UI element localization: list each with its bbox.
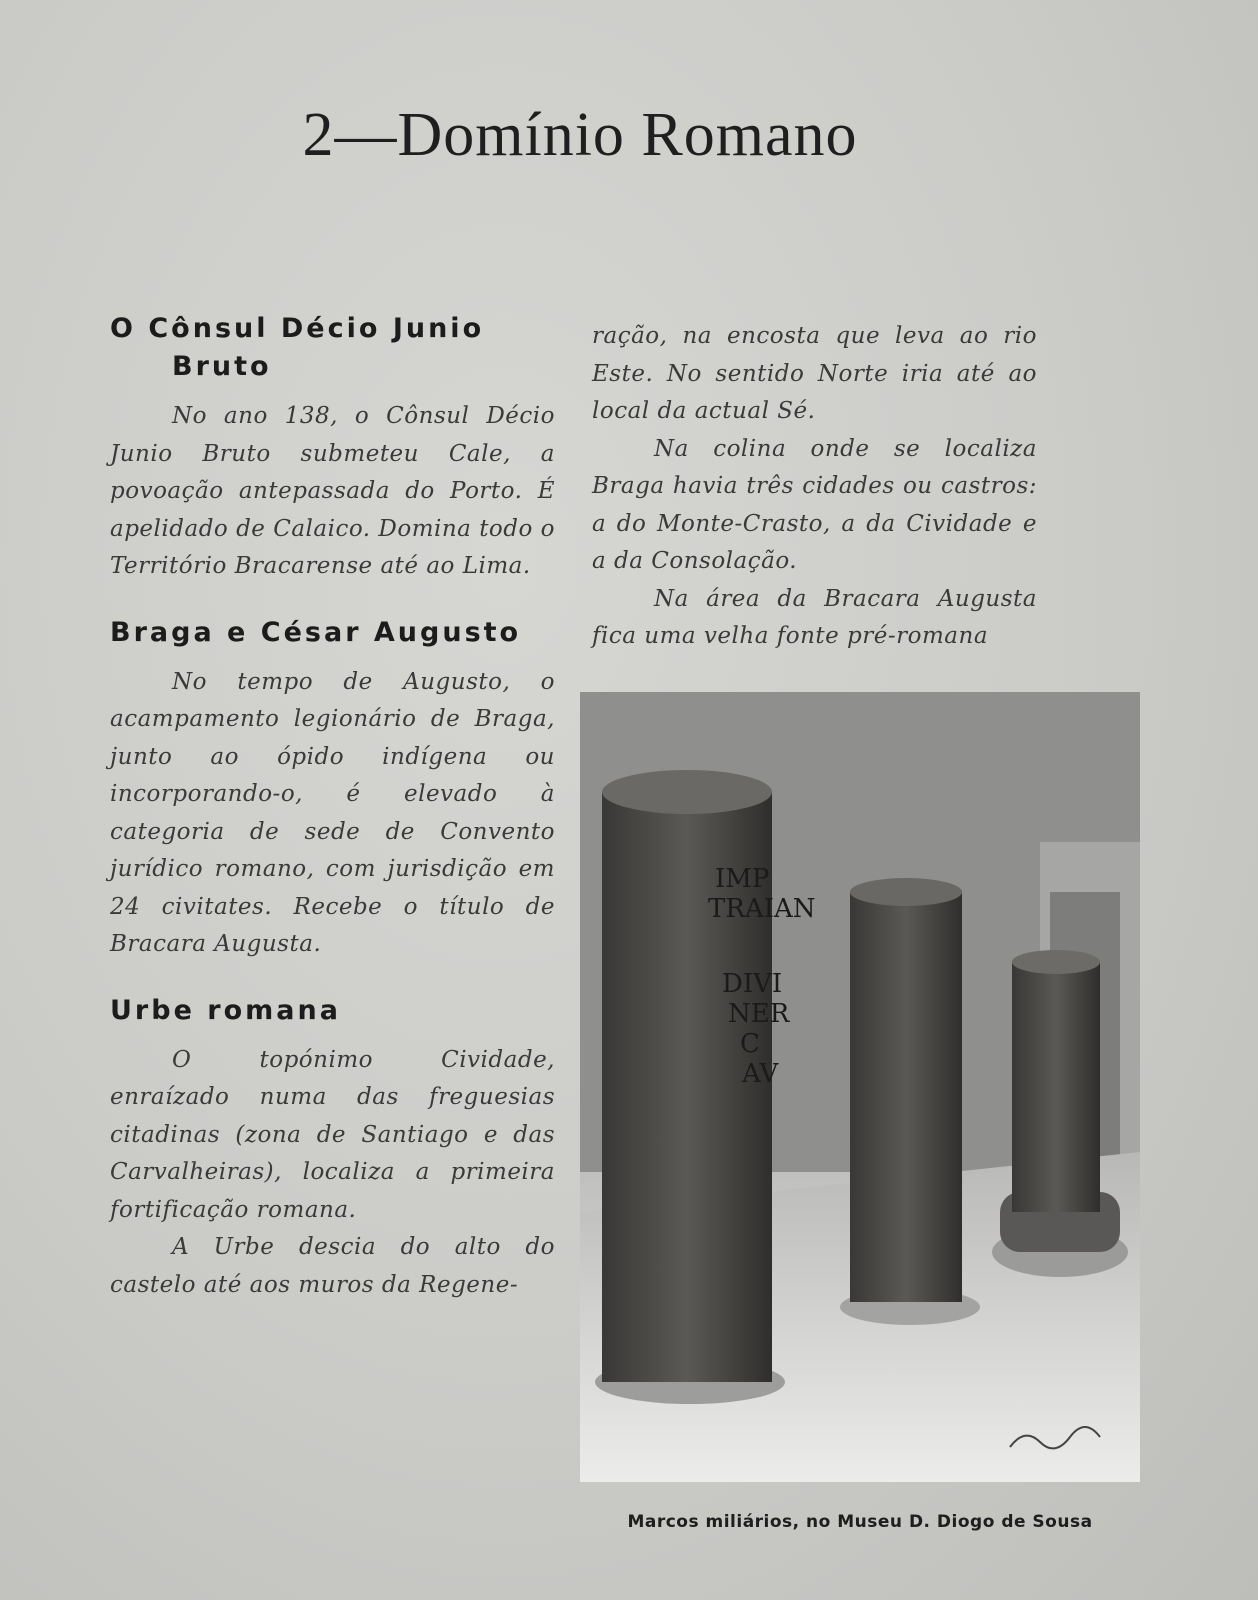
section-body: No ano 138, o Cônsul Décio Junio Bruto submeteu Cale, a povoação antepassada do Porto. É apelidado de Calaico. Domina todo o Território Bracarense até ao Lima. <box>110 403 556 579</box>
section-body: No tempo de Augusto, o acampamento legionário de Braga, junto ao ópido indígena ou incorporando-o, é elevado à categoria de sede de Convento jurídico romano, com jurisdição em 24 civitates. Recebe o título de Bracara Augusta. <box>110 668 555 957</box>
section-urbe-romana <box>110 992 555 1305</box>
paragraph-continuation: ração, na encosta que leva ao rio Este. No sentido Norte iria até ao local da actual Sé. <box>592 323 1037 424</box>
svg-text:TRAIAN: TRAIAN <box>708 894 816 924</box>
svg-text:IMP: IMP <box>715 864 770 894</box>
section-heading: Urbe romana <box>110 994 341 1026</box>
section-braga-augusto <box>110 614 555 964</box>
svg-text:C: C <box>740 1029 760 1059</box>
column-2 <box>850 892 962 1302</box>
section-heading: O Cônsul Décio Junio Bruto <box>110 313 485 382</box>
svg-text:NER: NER <box>728 999 790 1029</box>
section-body: O topónimo Cividade, enraízado numa das freguesias citadinas (zona de Santiago e das Carvalheiras), localiza a primeira fortificação romana. <box>110 1046 555 1223</box>
paragraph-castros: Na colina onde se localiza Braga havia três cidades ou castros: a do Monte-Crasto, a da Cividade e a da Consolação. <box>592 435 1037 574</box>
svg-text:DIVI: DIVI <box>722 969 783 999</box>
paragraph-fonte: Na área da Bracara Augusta fica uma velha fonte pré-romana <box>592 585 1037 649</box>
section-heading: Braga e César Augusto <box>110 616 522 648</box>
right-column <box>592 318 1037 656</box>
svg-text:AV: AV <box>742 1059 779 1089</box>
section-body-continued: A Urbe descia do alto do castelo até aos muros da Regene- <box>110 1234 555 1298</box>
left-column <box>110 310 555 1332</box>
section-consul <box>110 310 555 586</box>
milestones-illustration <box>580 692 1140 1482</box>
chapter-title: 2—Domínio Romano <box>302 101 858 169</box>
milestones-photo <box>580 692 1140 1482</box>
photo-caption: Marcos miliários, no Museu D. Diogo de Sousa <box>627 1512 1093 1532</box>
column-3 <box>1012 962 1100 1212</box>
